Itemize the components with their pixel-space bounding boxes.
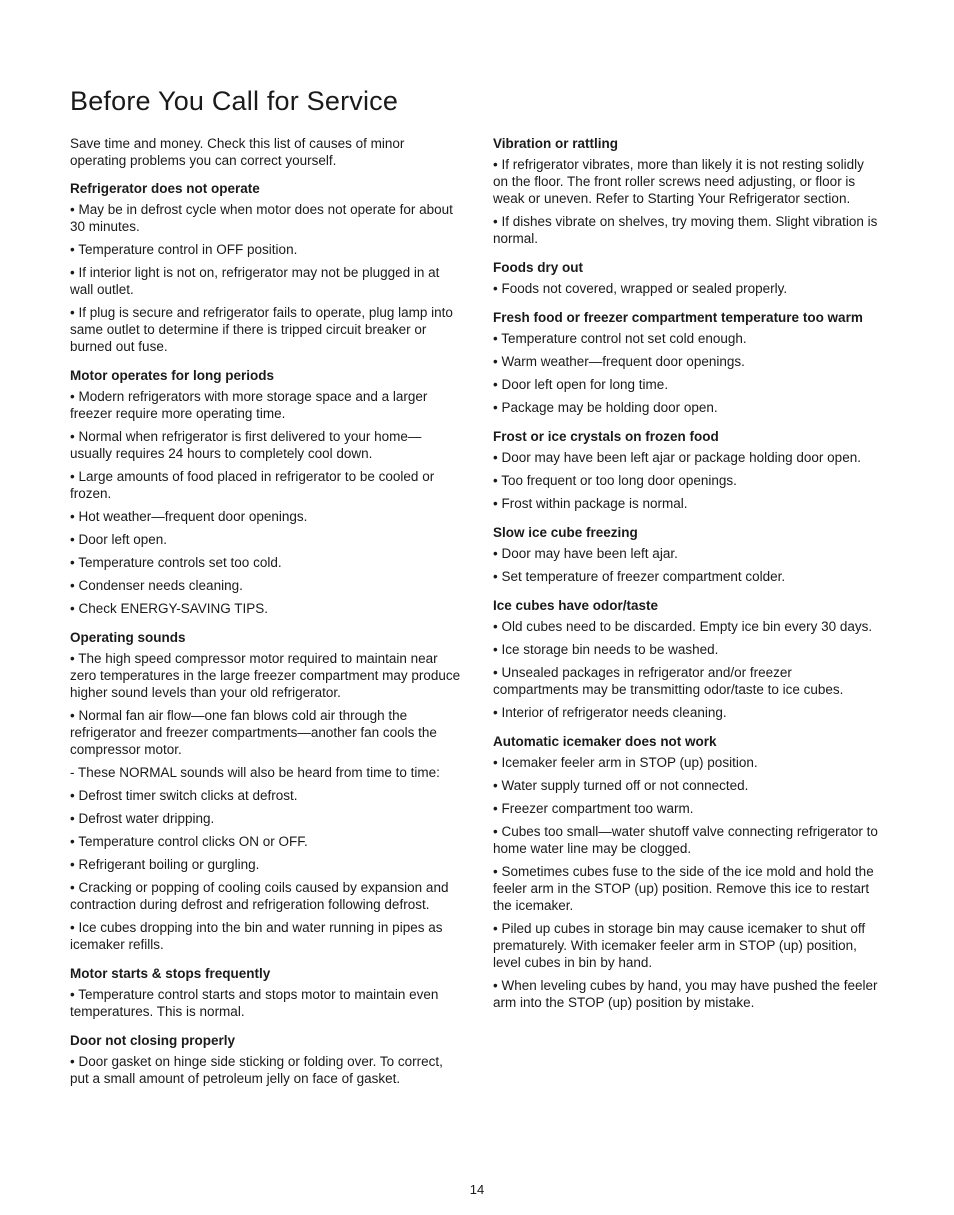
section-heading: Ice cubes have odor/taste	[493, 598, 659, 613]
cause-item: • Normal when refrigerator is first delivered to your home— usually requires 24 hours to completely cool down.	[70, 429, 422, 461]
cause-item: • If plug is secure and refrigerator fails to operate, plug lamp into same outlet to determine if there is tripped circuit breaker or burned out fuse.	[70, 305, 453, 354]
cause-item: • Door left open.	[70, 532, 168, 547]
cause-item: • If interior light is not on, refrigerator may not be plugged in at wall outlet.	[70, 265, 440, 297]
cause-item: • Icemaker feeler arm in STOP (up) position.	[493, 755, 758, 770]
cause-item: - These NORMAL sounds will also be heard from time to time:	[70, 765, 440, 780]
section-fresh-food-or-freezer-compartment-temperature-too-warm	[493, 309, 881, 416]
section-foods-dry-out	[493, 259, 881, 297]
intro-text: Save time and money. Check this list of causes of minor operating problems you can correct yourself.	[70, 136, 405, 168]
cause-item: • Temperature controls set too cold.	[70, 555, 282, 570]
cause-item: • Normal fan air flow—one fan blows cold air through the refrigerator and freezer compartments—another fan cools the compressor motor.	[70, 708, 437, 757]
cause-item: • Package may be holding door open.	[493, 400, 718, 415]
cause-item: • Water supply turned off or not connected.	[493, 778, 749, 793]
cause-item: • Piled up cubes in storage bin may cause icemaker to shut off prematurely. With icemaker feeler arm in STOP (up) position, level cubes in bin by hand.	[493, 921, 866, 970]
section-heading: Motor operates for long periods	[70, 368, 275, 383]
section-heading: Slow ice cube freezing	[493, 525, 638, 540]
cause-item: • Door may have been left ajar.	[493, 546, 678, 561]
cause-item: • Unsealed packages in refrigerator and/or freezer compartments may be transmitting odor/taste to ice cubes.	[493, 665, 844, 697]
cause-list	[493, 449, 881, 512]
cause-item: • Condenser needs cleaning.	[70, 578, 243, 593]
cause-item: • Door left open for long time.	[493, 377, 669, 392]
cause-item: • Too frequent or too long door openings.	[493, 473, 737, 488]
cause-item: • Sometimes cubes fuse to the side of the ice mold and hold the feeler arm in the STOP (up) position. Remove this ice to restart the icemaker.	[493, 864, 874, 913]
cause-list	[493, 545, 881, 585]
left-column	[70, 135, 462, 1099]
cause-list	[493, 330, 881, 416]
cause-item: • Large amounts of food placed in refrigerator to be cooled or frozen.	[70, 469, 435, 501]
section-heading: Foods dry out	[493, 260, 583, 275]
cause-item: • Door may have been left ajar or package holding door open.	[493, 450, 861, 465]
cause-item: • Defrost timer switch clicks at defrost.	[70, 788, 298, 803]
cause-list	[70, 388, 462, 617]
cause-item: • Defrost water dripping.	[70, 811, 215, 826]
section-operating-sounds	[70, 629, 462, 953]
section-heading: Fresh food or freezer compartment temperature too warm	[493, 310, 863, 325]
section-heading: Refrigerator does not operate	[70, 181, 260, 196]
page-number: 14	[469, 1182, 485, 1197]
cause-item: • Temperature control in OFF position.	[70, 242, 298, 257]
cause-item: • Old cubes need to be discarded. Empty ice bin every 30 days.	[493, 619, 873, 634]
section-heading: Door not closing properly	[70, 1033, 236, 1048]
section-door-not-closing-properly	[70, 1032, 462, 1087]
cause-item: • Freezer compartment too warm.	[493, 801, 694, 816]
cause-item: • Cracking or popping of cooling coils caused by expansion and contraction during defrost and refrigeration following defrost.	[70, 880, 449, 912]
cause-list	[70, 986, 462, 1020]
section-automatic-icemaker-does-not-work	[493, 733, 881, 1011]
cause-item: • Temperature control clicks ON or OFF.	[70, 834, 308, 849]
cause-item: • May be in defrost cycle when motor does not operate for about 30 minutes.	[70, 202, 453, 234]
cause-item: • Refrigerant boiling or gurgling.	[70, 857, 260, 872]
section-refrigerator-does-not-operate	[70, 180, 462, 355]
section-vibration-or-rattling	[493, 135, 881, 247]
cause-list	[493, 754, 881, 1011]
cause-item: • Temperature control starts and stops motor to maintain even temperatures. This is normal.	[70, 987, 439, 1019]
cause-item: • Cubes too small—water shutoff valve connecting refrigerator to home water line may be clogged.	[493, 824, 878, 856]
cause-list	[70, 201, 462, 355]
cause-list	[493, 156, 881, 247]
section-heading: Vibration or rattling	[493, 136, 619, 151]
cause-item: • Ice cubes dropping into the bin and water running in pipes as icemaker refills.	[70, 920, 443, 952]
cause-item: • Modern refrigerators with more storage space and a larger freezer require more operating time.	[70, 389, 428, 421]
cause-item: • If refrigerator vibrates, more than likely it is not resting solidly on the floor. The front roller screws need adjusting, or floor is weak or uneven. Refer to Starting Your Refrigerator section.	[493, 157, 864, 206]
cause-item: • If dishes vibrate on shelves, try moving them. Slight vibration is normal.	[493, 214, 878, 246]
section-frost-or-ice-crystals-on-frozen-food	[493, 428, 881, 512]
section-heading: Automatic icemaker does not work	[493, 734, 717, 749]
cause-item: • When leveling cubes by hand, you may have pushed the feeler arm into the STOP (up) position by mistake.	[493, 978, 878, 1010]
right-sections	[493, 135, 881, 1011]
cause-item: • Ice storage bin needs to be washed.	[493, 642, 719, 657]
cause-item: • Check ENERGY-SAVING TIPS.	[70, 601, 269, 616]
section-slow-ice-cube-freezing	[493, 524, 881, 585]
section-motor-operates-for-long-periods	[70, 367, 462, 617]
cause-item: • Door gasket on hinge side sticking or folding over. To correct, put a small amount of petroleum jelly on face of gasket.	[70, 1054, 443, 1086]
cause-item: • Hot weather—frequent door openings.	[70, 509, 308, 524]
cause-item: • Temperature control not set cold enough.	[493, 331, 747, 346]
cause-item: • Foods not covered, wrapped or sealed properly.	[493, 281, 788, 296]
section-motor-starts-stops-frequently	[70, 965, 462, 1020]
cause-list	[70, 1053, 462, 1087]
cause-list	[493, 618, 881, 721]
cause-item: • Frost within package is normal.	[493, 496, 688, 511]
cause-list	[493, 280, 881, 297]
cause-list	[70, 650, 462, 953]
cause-item: • Set temperature of freezer compartment colder.	[493, 569, 786, 584]
cause-item: • The high speed compressor motor required to maintain near zero temperatures in the large freezer compartment may produce higher sound levels than your old refrigerator.	[70, 651, 461, 700]
right-column	[493, 135, 881, 1023]
section-heading: Motor starts & stops frequently	[70, 966, 271, 981]
cause-item: • Interior of refrigerator needs cleaning.	[493, 705, 727, 720]
section-heading: Operating sounds	[70, 630, 186, 645]
cause-item: • Warm weather—frequent door openings.	[493, 354, 745, 369]
left-sections	[70, 180, 462, 1087]
section-ice-cubes-have-odor-taste	[493, 597, 881, 721]
section-heading: Frost or ice crystals on frozen food	[493, 429, 719, 444]
page-title: Before You Call for Service	[70, 86, 399, 116]
